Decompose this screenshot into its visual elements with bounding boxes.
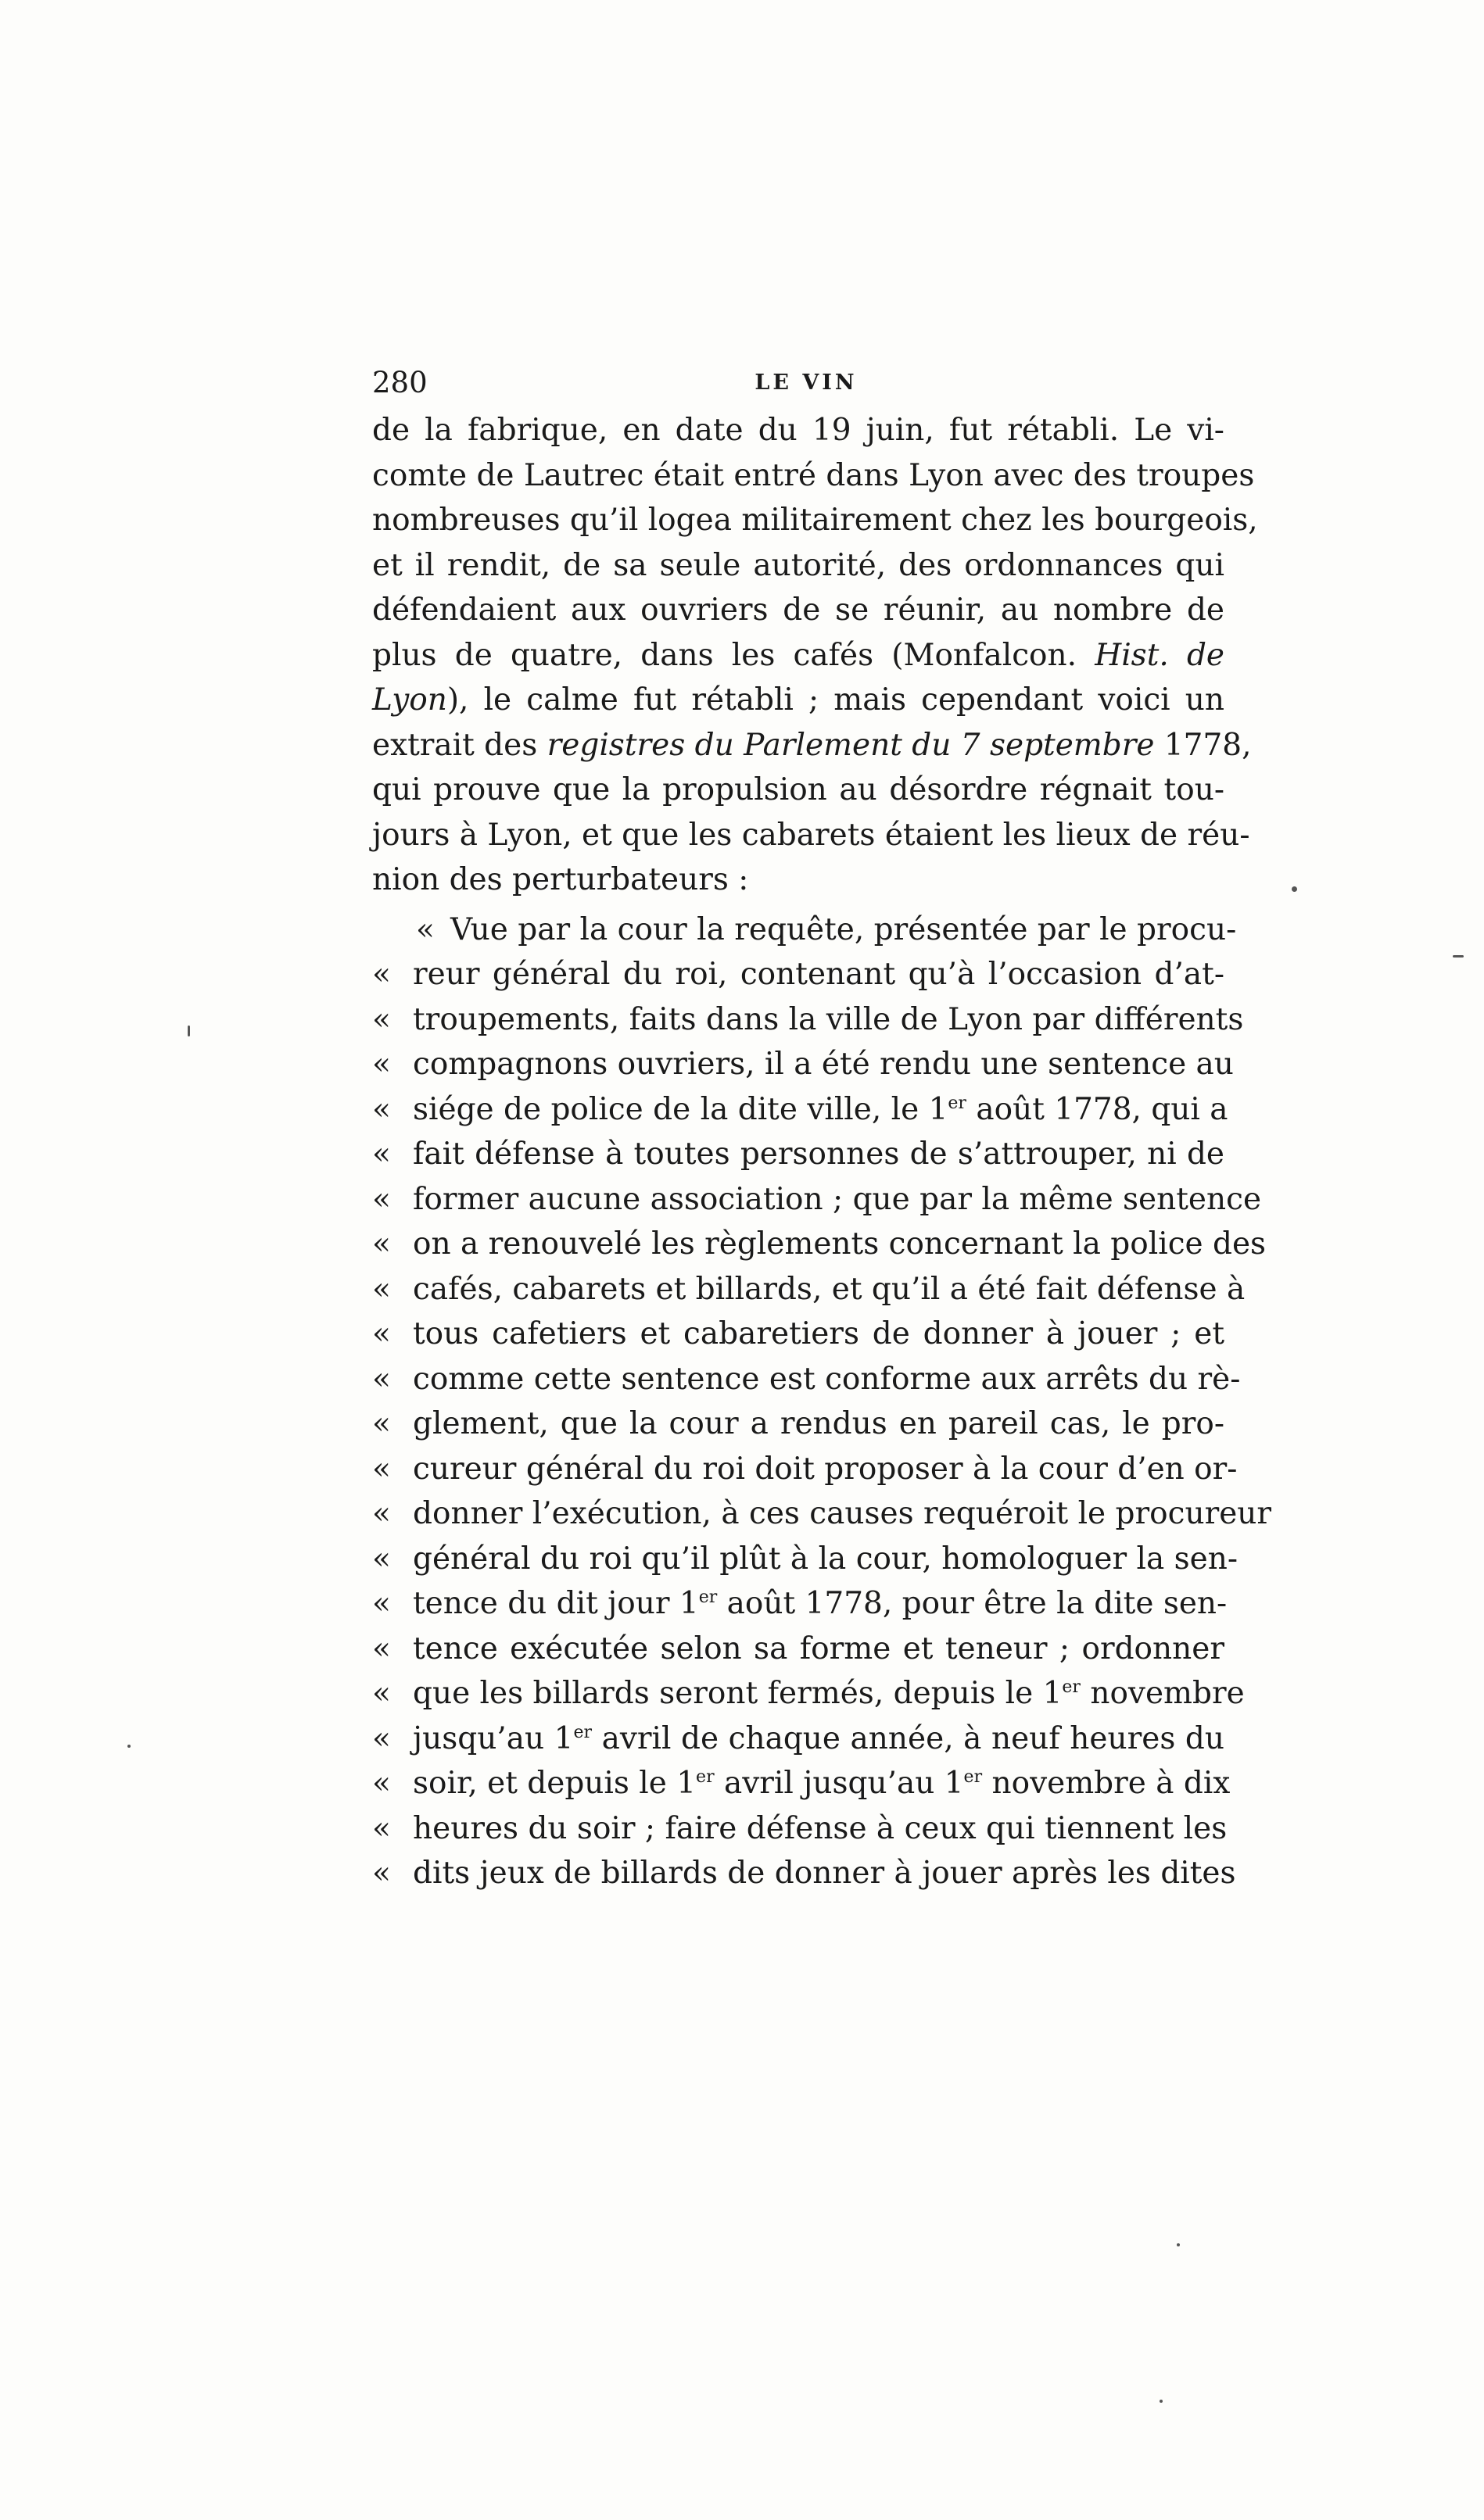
quote-line — [372, 1761, 1231, 1806]
quote-line — [372, 1312, 1224, 1357]
quote-mark: « — [372, 1630, 391, 1666]
quote-text: former aucune association ; que par la même sentence — [413, 1181, 1262, 1217]
quote-mark: « — [372, 1226, 391, 1262]
quote-mark: « — [372, 1810, 391, 1846]
text-line: et il rendit, de sa seule autorité, des ordonnances qui — [372, 547, 1224, 583]
body-text — [372, 408, 1272, 1896]
quote-line — [372, 1716, 1224, 1762]
paper-speck — [127, 1745, 131, 1748]
quote-text: cureur général du roi doit proposer à la cour d’en or- — [413, 1451, 1238, 1487]
quote-text: tous cafetiers et cabaretiers de donner à jouer ; et — [413, 1316, 1224, 1351]
paper-speck — [1177, 2243, 1180, 2246]
quote-mark: « — [372, 1676, 391, 1711]
quote-line — [372, 1581, 1228, 1627]
quote-text: soir, et depuis le 1er avril jusqu’au 1er novembre à dix — [413, 1766, 1231, 1801]
quote-text: reur général du roi, contenant qu’à l’occasion d’at- — [413, 957, 1224, 992]
quote-mark: « — [372, 1271, 391, 1307]
quote-mark: « — [372, 1720, 391, 1756]
quote-line — [372, 1357, 1241, 1402]
quote-line — [372, 1401, 1224, 1447]
paper-speck — [188, 1026, 190, 1036]
quote-line — [372, 1222, 1267, 1267]
text-line: nion des perturbateurs : — [372, 862, 749, 897]
text-line: plus de quatre, dans les cafés (Monfalcon. Hist. de — [372, 637, 1224, 673]
quote-text: on a renouvelé les règlements concernant la police des — [413, 1226, 1267, 1262]
quote-text: heures du soir ; faire défense à ceux qui tiennent les — [413, 1810, 1228, 1846]
quote-text: cafés, cabarets et billards, et qu’il a été fait défense à — [413, 1271, 1246, 1307]
quote-text: donner l’exécution, à ces causes requéroit le procureur — [413, 1496, 1272, 1531]
quote-text: dits jeux de billards de donner à jouer après les dites — [413, 1856, 1236, 1891]
quote-line — [372, 952, 1224, 997]
quote-line — [372, 907, 1237, 953]
text-line: Lyon), le calme fut rétabli ; mais cependant voici un — [372, 682, 1224, 718]
text-line: extrait des registres du Parlement du 7 septembre 1778, — [372, 727, 1252, 763]
quote-line — [372, 1267, 1246, 1312]
quote-line — [372, 1447, 1238, 1492]
text-line: jours à Lyon, et que les cabarets étaient les lieux de réu- — [372, 817, 1250, 853]
quote-line — [372, 1627, 1224, 1672]
quote-text: Vue par la cour la requête, présentée par le procu- — [450, 911, 1237, 947]
quote-mark: « — [372, 1137, 391, 1172]
quoted-decree — [372, 907, 1272, 1896]
quote-mark: « — [372, 1047, 391, 1082]
quote-mark: « — [372, 1091, 391, 1127]
quote-text: tence du dit jour 1er août 1778, pour être la dite sen- — [413, 1586, 1228, 1621]
quote-line — [372, 1177, 1262, 1222]
quote-mark: « — [372, 1856, 391, 1891]
page-number: 280 — [372, 366, 428, 399]
quote-text: siége de police de la dite ville, le 1er août 1778, qui a — [413, 1091, 1228, 1127]
quote-text: que les billards seront fermés, depuis le 1er novembre — [413, 1676, 1245, 1711]
quote-line — [372, 1671, 1245, 1716]
quote-line — [372, 1851, 1236, 1896]
quote-mark: « — [372, 1001, 391, 1037]
quote-mark: « — [372, 1586, 391, 1621]
quote-mark: « — [372, 1181, 391, 1217]
quote-line — [372, 1806, 1228, 1852]
quote-line — [372, 1537, 1238, 1582]
running-title: LE VIN — [755, 370, 858, 395]
quote-line — [372, 1042, 1234, 1087]
text-line: comte de Lautrec était entré dans Lyon avec des troupes — [372, 457, 1255, 493]
quote-mark: « — [372, 1766, 391, 1801]
text-line: de la fabrique, en date du 19 juin, fut rétabli. Le vi- — [372, 413, 1224, 448]
quote-mark: « — [372, 1361, 391, 1397]
quote-mark: « — [416, 911, 435, 947]
paper-speck — [1453, 955, 1464, 958]
text-line: qui prouve que la propulsion au désordre régnait tou- — [372, 772, 1224, 807]
quote-line — [372, 997, 1244, 1043]
quote-mark: « — [372, 1406, 391, 1441]
quote-text: glement, que la cour a rendus en pareil cas, le pro- — [413, 1406, 1224, 1441]
quote-mark: « — [372, 1496, 391, 1531]
quote-text: tence exécutée selon sa forme et teneur ; ordonner — [413, 1630, 1224, 1666]
text-line: nombreuses qu’il logea militairement chez les bourgeois, — [372, 503, 1258, 538]
quote-text: troupements, faits dans la ville de Lyon par différents — [413, 1001, 1244, 1037]
paper-speck — [1160, 2400, 1163, 2403]
quote-text: compagnons ouvriers, il a été rendu une sentence au — [413, 1047, 1234, 1082]
quote-mark: « — [372, 957, 391, 992]
quote-line — [372, 1132, 1224, 1177]
quote-mark: « — [372, 1316, 391, 1351]
quote-line — [372, 1491, 1272, 1537]
quote-text: comme cette sentence est conforme aux arrêts du rè- — [413, 1361, 1241, 1397]
quote-text: fait défense à toutes personnes de s’attrouper, ni de — [413, 1137, 1224, 1172]
quote-mark: « — [372, 1541, 391, 1577]
quote-mark: « — [372, 1451, 391, 1487]
paper-speck — [1292, 886, 1297, 892]
quote-line — [372, 1087, 1228, 1133]
quote-text: jusqu’au 1er avril de chaque année, à neuf heures du — [413, 1720, 1224, 1756]
page-header — [372, 360, 1224, 406]
text-line: défendaient aux ouvriers de se réunir, au nombre de — [372, 592, 1224, 628]
quote-text: général du roi qu’il plût à la cour, homologuer la sen- — [413, 1541, 1238, 1577]
